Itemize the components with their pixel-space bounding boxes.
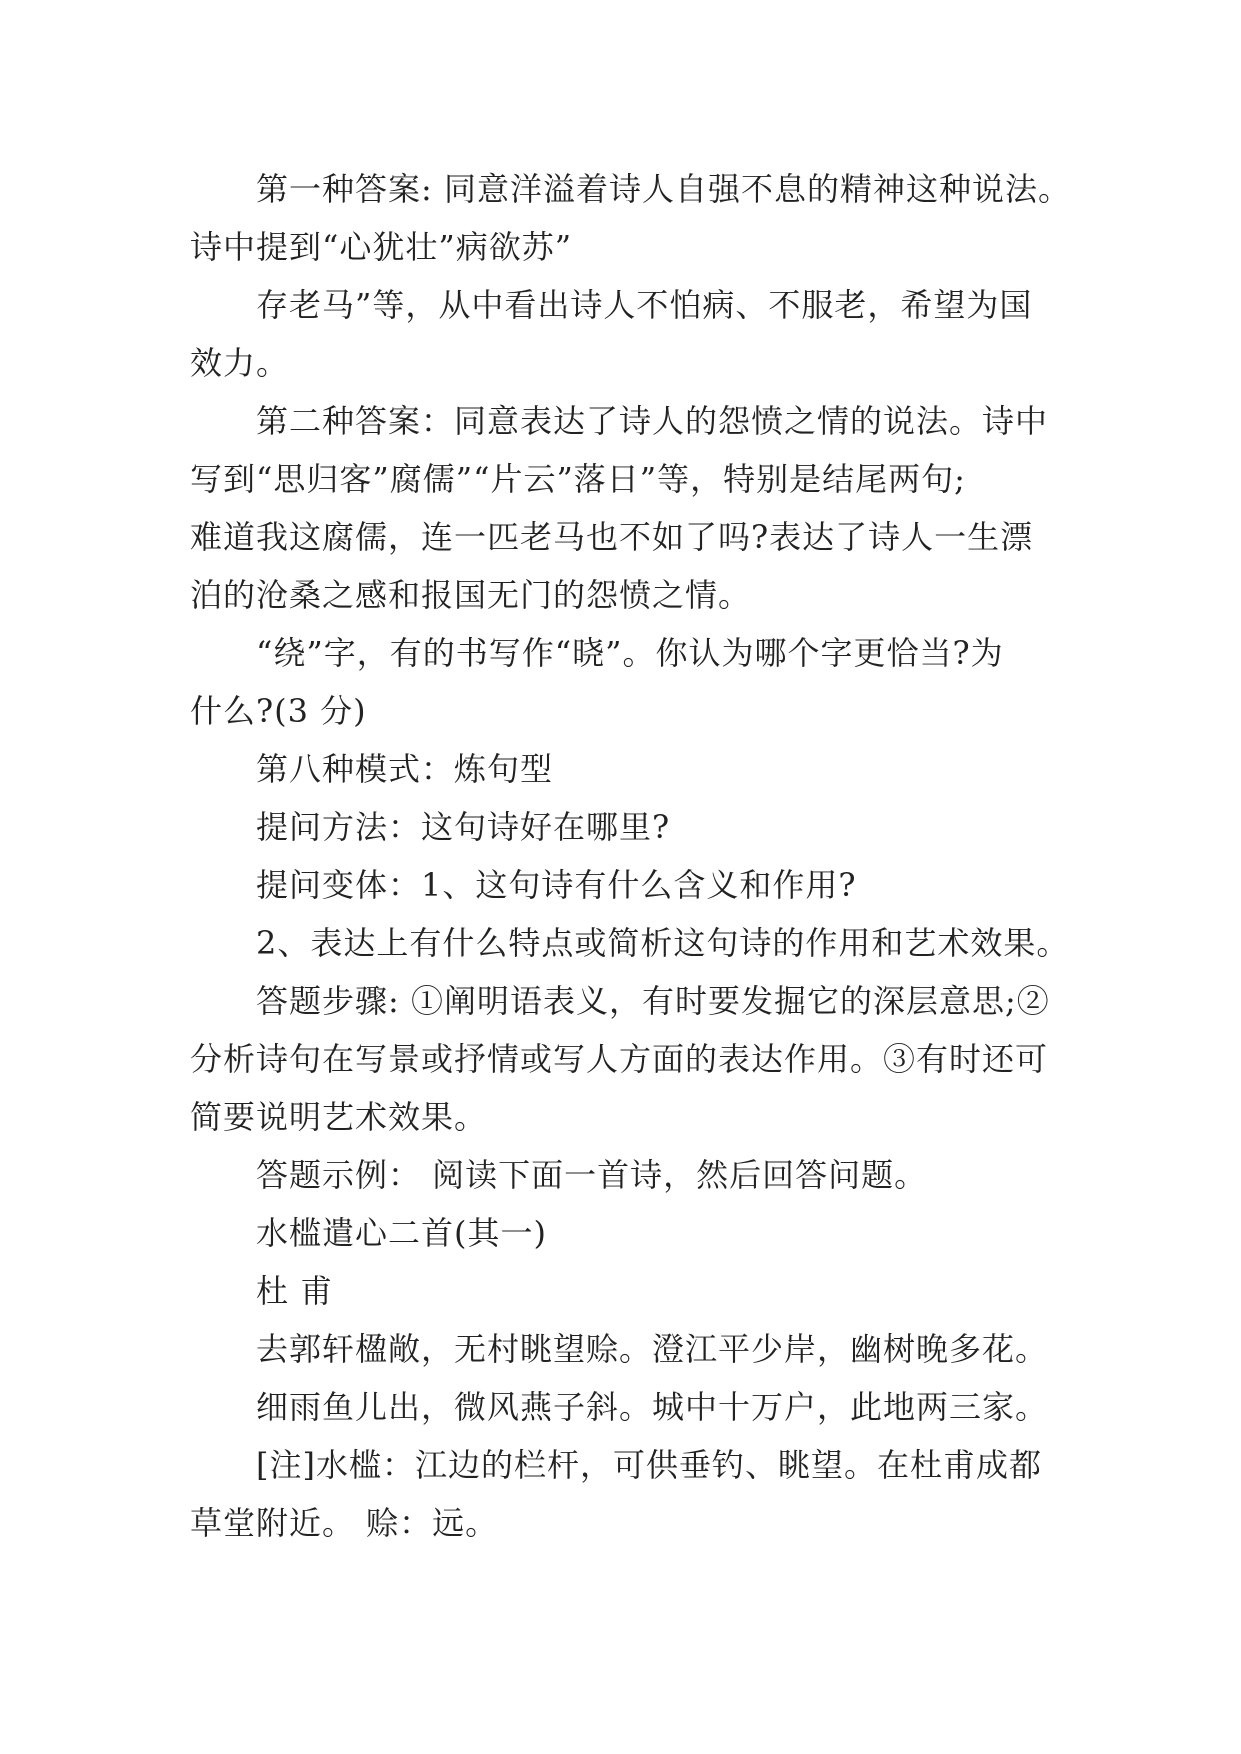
paragraph-line: 提问变体：1、这句诗有什么含义和作用? — [256, 866, 857, 904]
poem-title: 水槛遣心二首(其一) — [256, 1214, 547, 1252]
paragraph-line: 第一种答案: 同意洋溢着诗人自强不息的精神这种说法。 — [256, 170, 1071, 208]
paragraph-line: 2、表达上有什么特点或简析这句诗的作用和艺术效果。 — [256, 924, 1070, 962]
paragraph-line: 提问方法：这句诗好在哪里? — [256, 808, 671, 846]
paragraph-line: 难道我这腐儒，连一匹老马也不如了吗?表达了诗人一生漂 — [190, 518, 1034, 556]
paragraph-line: 分析诗句在写景或抒情或写人方面的表达作用。③有时还可 — [190, 1040, 1049, 1078]
section-heading: 第八种模式：炼句型 — [256, 750, 554, 788]
paragraph-line: 答题示例： 阅读下面一首诗，然后回答问题。 — [256, 1156, 928, 1194]
paragraph-line: 存老马”等，从中看出诗人不怕病、不服老，希望为国 — [256, 286, 1033, 324]
paragraph-line: 简要说明艺术效果。 — [190, 1098, 488, 1136]
paragraph-line: 什么?(3 分) — [190, 692, 367, 730]
paragraph-line: 泊的沧桑之感和报国无门的怨愤之情。 — [190, 576, 752, 614]
poem-note: [注]水槛：江边的栏杆，可供垂钓、眺望。在杜甫成都 — [256, 1446, 1042, 1484]
paragraph-line: 第二种答案：同意表达了诗人的怨愤之情的说法。诗中 — [256, 402, 1049, 440]
poem-line: 细雨鱼儿出，微风燕子斜。城中十万户，此地两三家。 — [256, 1388, 1049, 1426]
poem-author: 杜 甫 — [256, 1272, 334, 1310]
paragraph-line: 效力。 — [190, 344, 290, 382]
poem-note: 草堂附近。 赊：远。 — [190, 1504, 499, 1542]
document-body — [190, 160, 1090, 1552]
paragraph-line: 答题步骤: ①阐明语表义，有时要发掘它的深层意思;② — [256, 982, 1050, 1020]
paragraph-line: 诗中提到“心犹壮”病欲苏” — [190, 228, 573, 266]
paragraph-line: “绕”字，有的书写作“晓”。你认为哪个字更恰当?为 — [256, 634, 1004, 672]
paragraph-line: 写到“思归客”腐儒”“片云”落日”等，特别是结尾两句; — [190, 460, 966, 498]
poem-line: 去郭轩楹敞，无村眺望赊。澄江平少岸，幽树晚多花。 — [256, 1330, 1049, 1368]
